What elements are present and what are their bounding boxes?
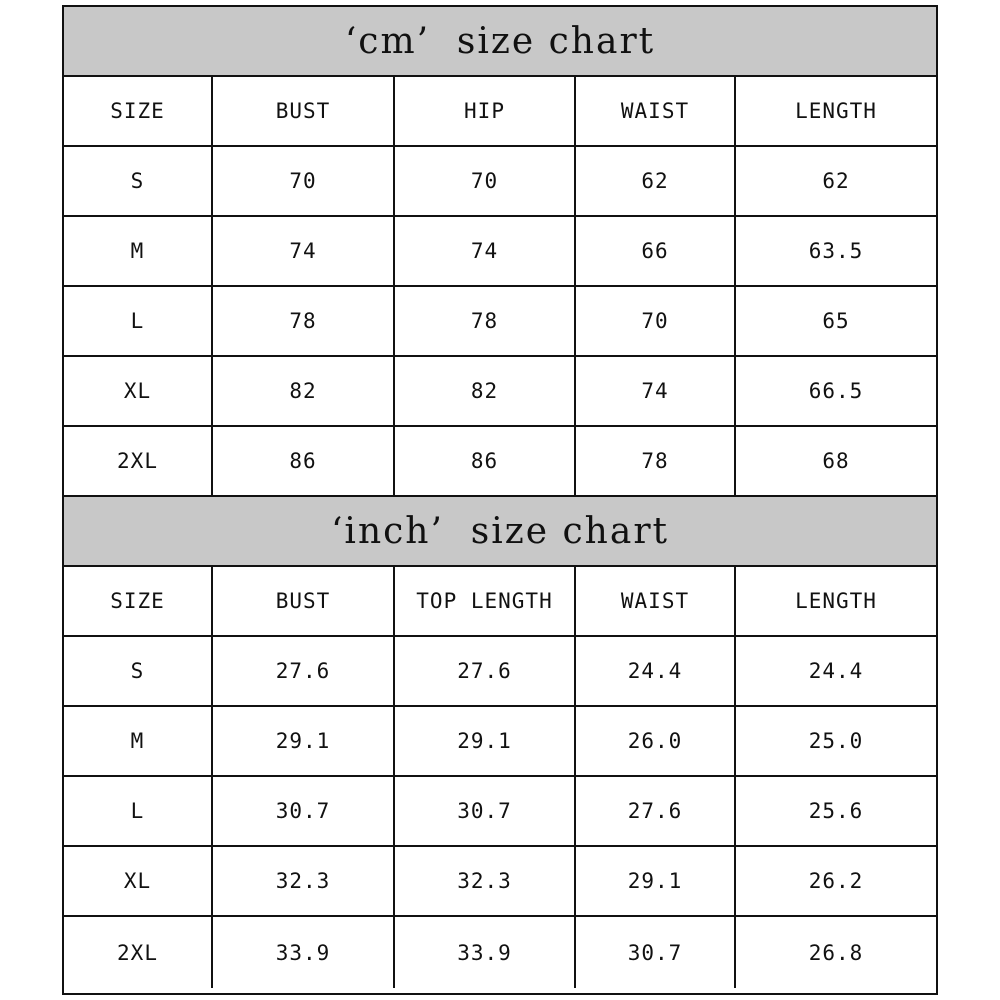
- table-cell: 82: [212, 356, 394, 426]
- table-cell: 32.3: [212, 846, 394, 916]
- table-cell: 66.5: [735, 356, 936, 426]
- cm-section: [64, 7, 936, 497]
- table-cell: 27.6: [394, 636, 575, 706]
- table-cell: 27.6: [575, 776, 735, 846]
- table-cell: 74: [394, 216, 575, 286]
- table-cell: 86: [394, 426, 575, 496]
- table-cell: XL: [64, 356, 212, 426]
- header-cell: BUST: [212, 77, 394, 146]
- table-cell: 26.8: [808, 940, 864, 965]
- table-cell: 25.0: [735, 706, 936, 776]
- table-header-row: [64, 567, 936, 636]
- table-row: [64, 216, 936, 286]
- table-cell: 26.2: [735, 846, 936, 916]
- table-cell: S: [64, 636, 212, 706]
- table-cell: 63.5: [735, 216, 936, 286]
- table-cell: 24.4: [575, 636, 735, 706]
- header-cell: SIZE: [64, 567, 212, 636]
- table-cell: 2XL: [64, 426, 212, 496]
- table-row: [64, 146, 936, 216]
- table-cell: 32.3: [394, 846, 575, 916]
- header-cell: LENGTH: [735, 567, 936, 636]
- table-row: [64, 916, 936, 988]
- table-cell: M: [64, 706, 212, 776]
- table-cell: 2XL: [64, 916, 212, 988]
- table-row: [64, 426, 936, 496]
- cm-chart-title: ‘cm’ size chart: [64, 7, 936, 77]
- table-cell: 29.1: [575, 846, 735, 916]
- header-cell: WAIST: [575, 567, 735, 636]
- table-row: [64, 776, 936, 846]
- table-row: [64, 846, 936, 916]
- table-header-row: [64, 77, 936, 146]
- table-row: [64, 356, 936, 426]
- header-cell: TOP LENGTH: [394, 567, 575, 636]
- table-cell: S: [64, 146, 212, 216]
- table-cell: 70: [394, 146, 575, 216]
- table-cell: L: [64, 286, 212, 356]
- table-cell: 86: [212, 426, 394, 496]
- table-cell: 66: [575, 216, 735, 286]
- table-cell: 78: [394, 286, 575, 356]
- table-cell: 30.7: [212, 776, 394, 846]
- table-cell: 70: [575, 286, 735, 356]
- table-cell: 68: [735, 426, 936, 496]
- table-cell: 30.7: [394, 776, 575, 846]
- table-cell: 74: [575, 356, 735, 426]
- table-cell: 29.1: [212, 706, 394, 776]
- table-cell: M: [64, 216, 212, 286]
- table-cell: 62: [575, 146, 735, 216]
- table-row: [64, 286, 936, 356]
- header-cell: SIZE: [64, 77, 212, 146]
- table-cell: XL: [64, 846, 212, 916]
- header-cell: BUST: [212, 567, 394, 636]
- inch-chart-title: ‘inch’ size chart: [64, 497, 936, 567]
- table-cell: 62: [735, 146, 936, 216]
- table-cell: 30.7: [575, 916, 735, 988]
- table-cell: 82: [394, 356, 575, 426]
- cm-size-table: [64, 77, 936, 497]
- table-row: [64, 706, 936, 776]
- table-cell: 70: [212, 146, 394, 216]
- table-cell: 33.9: [212, 916, 394, 988]
- inch-section: [64, 497, 936, 988]
- table-cell: L: [64, 776, 212, 846]
- table-cell: 65: [735, 286, 936, 356]
- table-cell: 78: [212, 286, 394, 356]
- table-cell: 26.0: [575, 706, 735, 776]
- table-cell: 29.1: [394, 706, 575, 776]
- header-cell: HIP: [394, 77, 575, 146]
- table-row: [64, 636, 936, 706]
- inch-size-table: [64, 567, 936, 988]
- table-cell: 74: [212, 216, 394, 286]
- table-cell: 25.6: [735, 776, 936, 846]
- table-cell: 24.4: [735, 636, 936, 706]
- header-cell: LENGTH: [735, 77, 936, 146]
- table-cell: 78: [575, 426, 735, 496]
- header-cell: WAIST: [575, 77, 735, 146]
- table-cell: 27.6: [212, 636, 394, 706]
- table-cell: 33.9: [394, 916, 575, 988]
- size-chart-frame: [62, 5, 938, 995]
